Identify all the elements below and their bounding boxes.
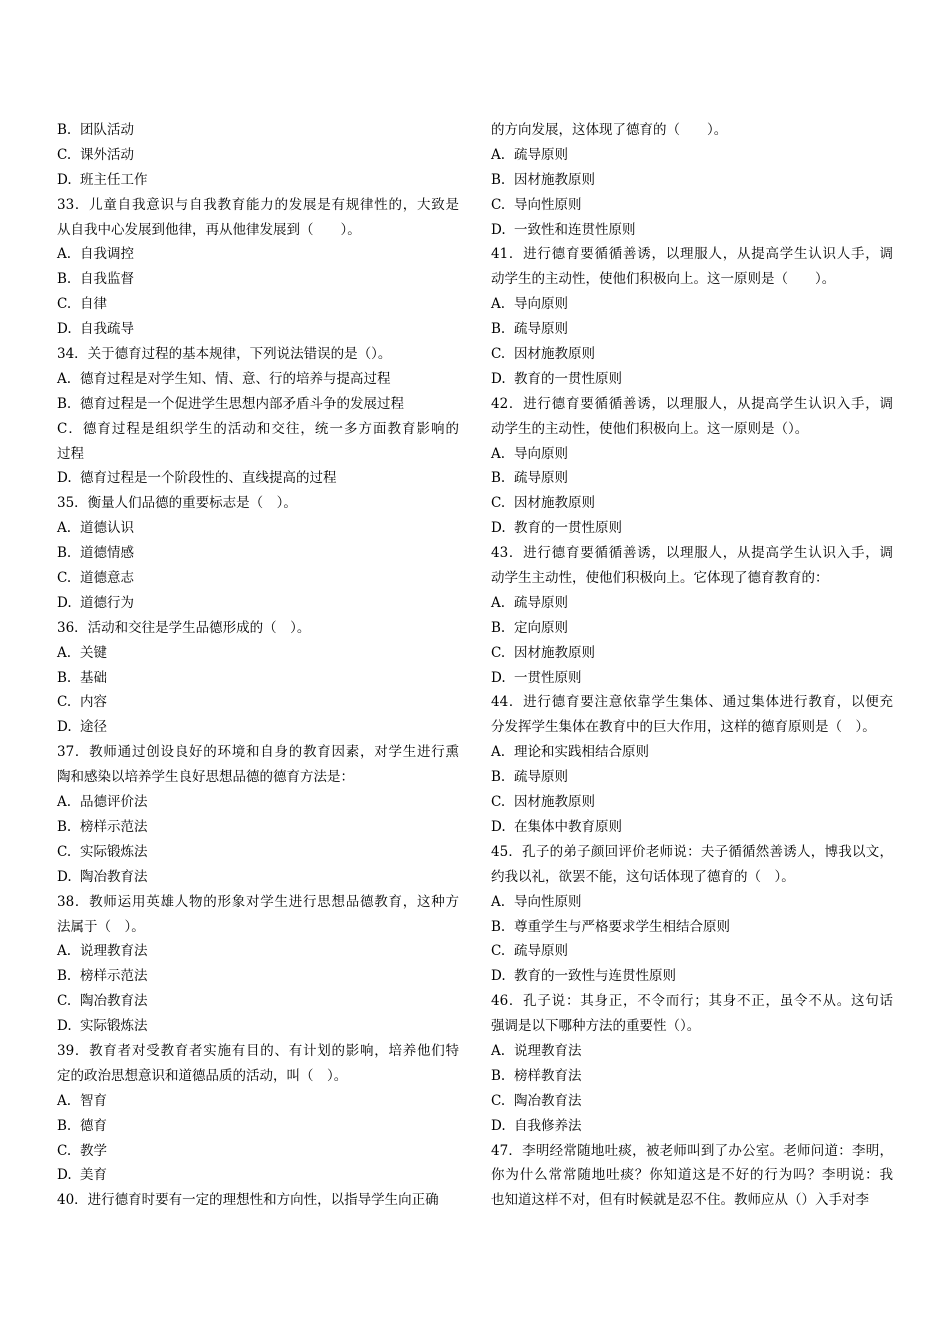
option-line — [57, 964, 459, 989]
question-line: 动学生的主动性，使他们积极向上。这一原则是（）。 — [491, 420, 809, 437]
question-stem — [57, 1039, 459, 1089]
option-letter: D. — [57, 1018, 72, 1035]
option-line — [57, 989, 459, 1014]
option-text: 教育的一贯性原则 — [514, 520, 622, 537]
option-line — [491, 516, 893, 541]
option-line — [57, 367, 459, 392]
option-letter: C. — [491, 196, 506, 213]
option-text: 美育 — [80, 1167, 107, 1184]
option-letter: D. — [57, 719, 72, 736]
question-line: 47．李明经常随地吐痰，被老师叫到了办公室。老师问道：李明， — [491, 1142, 893, 1159]
option-letter: A. — [491, 296, 506, 313]
option-text: 陶冶教育法 — [514, 1092, 582, 1109]
option-line — [57, 1139, 459, 1164]
option-letter: D. — [491, 968, 506, 985]
option-letter: A. — [491, 445, 506, 462]
right-column — [491, 118, 893, 1213]
option-line — [491, 939, 893, 964]
option-text: 一致性和连贯性原则 — [514, 221, 636, 238]
question-stem — [491, 392, 893, 442]
option-letter: B. — [491, 918, 506, 935]
option-text: 尊重学生与严格要求学生相结合原则 — [514, 918, 730, 935]
option-line — [57, 118, 459, 143]
option-line — [57, 143, 459, 168]
option-letter: A. — [491, 146, 506, 163]
option-letter: D. — [491, 221, 506, 238]
option-letter: C. — [57, 843, 72, 860]
option-line — [57, 690, 459, 715]
option-line — [57, 1089, 459, 1114]
option-line — [57, 466, 459, 491]
option-text: 班主任工作 — [80, 171, 148, 188]
option-text: 团队活动 — [80, 122, 134, 138]
option-line — [491, 466, 893, 491]
option-text: 因材施教原则 — [514, 794, 595, 811]
option-line — [57, 1114, 459, 1139]
option-line — [57, 292, 459, 317]
option-line — [491, 964, 893, 989]
option-text: 因材施教原则 — [514, 346, 595, 363]
question-line: 43．进行德育要循循善诱，以理服人，从提高学生认识入手，调 — [491, 545, 893, 562]
option-text: 导向性原则 — [514, 893, 582, 910]
question-line: 35．衡量人们品德的重要标志是（ ）。 — [57, 495, 297, 512]
option-line — [57, 242, 459, 267]
option-line — [491, 317, 893, 342]
option-line — [491, 641, 893, 666]
option-line — [57, 939, 459, 964]
option-letter: C. — [491, 943, 506, 960]
option-line — [491, 367, 893, 392]
option-letter: D. — [491, 1117, 506, 1134]
question-line: 动学生主动性，使他们积极向上。它体现了德育教育的： — [491, 570, 829, 587]
option-letter: B. — [57, 545, 72, 562]
option-text: 陶冶教育法 — [80, 993, 148, 1010]
option-letter: B. — [491, 769, 506, 786]
option-letter: A. — [57, 644, 72, 661]
option-text: 德育过程是一个促进学生思想内部矛盾斗争的发展过程 — [80, 395, 404, 412]
option-letter: C. — [57, 993, 72, 1010]
option-text: 教学 — [80, 1142, 107, 1159]
option-letter: A. — [57, 246, 72, 263]
option-letter: A. — [57, 1092, 72, 1109]
option-line — [57, 1163, 459, 1188]
question-stem — [57, 616, 459, 641]
option-letter: B. — [57, 818, 72, 835]
option-letter: A. — [491, 594, 506, 611]
question-stem — [57, 417, 459, 467]
option-text: 导向性原则 — [514, 196, 582, 213]
option-line — [57, 317, 459, 342]
option-line — [491, 591, 893, 616]
question-line: 44．进行德育要注意依靠学生集体、通过集体进行教育，以便充 — [491, 694, 893, 711]
question-line: 33．儿童自我意识与自我教育能力的发展是有规律性的，大致是 — [57, 196, 459, 213]
option-line — [491, 292, 893, 317]
question-stem — [57, 1188, 459, 1213]
option-line — [57, 715, 459, 740]
option-letter: A. — [57, 794, 72, 811]
question-line: 约我以礼，欲罢不能，这句话体现了德育的（ ）。 — [491, 868, 795, 885]
option-line — [57, 566, 459, 591]
option-line — [491, 815, 893, 840]
option-text: 因材施教原则 — [514, 495, 595, 512]
option-line — [491, 616, 893, 641]
question-stem — [57, 342, 459, 367]
option-text: 自我调控 — [80, 246, 134, 263]
option-text: 一贯性原则 — [514, 669, 582, 686]
option-text: 自我监督 — [80, 271, 134, 288]
option-letter: A. — [491, 744, 506, 761]
option-text: 实际锻炼法 — [80, 1018, 148, 1035]
option-line — [57, 168, 459, 193]
question-line: 37．教师通过创设良好的环境和自身的教育因素，对学生进行熏 — [57, 744, 459, 761]
question-line: 46．孔子说：其身正，不令而行；其身不正，虽令不从。这句话 — [491, 993, 893, 1010]
option-letter: C. — [57, 1142, 72, 1159]
option-text: 基础 — [80, 669, 107, 686]
option-letter: B. — [491, 1067, 506, 1084]
option-letter: D. — [57, 470, 72, 487]
option-line — [491, 890, 893, 915]
question-line: C．德育过程是组织学生的活动和交往，统一多方面教育影响的 — [57, 420, 459, 437]
option-line — [57, 815, 459, 840]
option-letter: B. — [57, 271, 72, 288]
question-line: 39．教育者对受教育者实施有目的、有计划的影响，培养他们特 — [57, 1042, 459, 1059]
question-line: 分发挥学生集体在教育中的巨大作用，这样的德育原则是（ ）。 — [491, 719, 876, 736]
question-stem — [57, 491, 459, 516]
option-line — [57, 641, 459, 666]
option-text: 导向原则 — [514, 445, 568, 462]
option-letter: D. — [57, 171, 72, 188]
option-line — [57, 516, 459, 541]
option-text: 智育 — [80, 1092, 107, 1109]
option-text: 疏导原则 — [514, 146, 568, 163]
option-letter: B. — [57, 1117, 72, 1134]
option-text: 道德情感 — [80, 545, 134, 562]
question-line: 动学生的主动性，使他们积极向上。这一原则是（ ）。 — [491, 271, 836, 288]
option-letter: B. — [491, 321, 506, 338]
option-line — [491, 193, 893, 218]
option-text: 说理教育法 — [80, 943, 148, 960]
option-text: 德育过程是一个阶段性的、直线提高的过程 — [80, 470, 337, 487]
question-line: 从自我中心发展到他律，再从他律发展到（ ）。 — [57, 221, 361, 238]
question-line: 法属于（ ）。 — [57, 918, 145, 935]
option-letter: D. — [57, 321, 72, 338]
option-line — [491, 218, 893, 243]
option-line — [57, 666, 459, 691]
question-stem — [491, 242, 893, 292]
option-letter: B. — [491, 171, 506, 188]
option-letter: D. — [491, 818, 506, 835]
option-line — [57, 591, 459, 616]
option-letter: B. — [57, 669, 72, 686]
option-text: 榜样示范法 — [80, 818, 148, 835]
option-line — [491, 666, 893, 691]
option-line — [57, 541, 459, 566]
question-stem — [57, 193, 459, 243]
option-letter: C. — [491, 346, 506, 363]
question-stem — [491, 118, 893, 143]
question-line: 42．进行德育要循循善诱，以理服人，从提高学生认识入手，调 — [491, 395, 893, 412]
option-line — [491, 1089, 893, 1114]
option-text: 在集体中教育原则 — [514, 818, 622, 835]
option-text: 德育过程是对学生知、情、意、行的培养与提高过程 — [80, 370, 391, 387]
question-stem — [491, 840, 893, 890]
option-letter: B. — [491, 470, 506, 487]
option-text: 品德评价法 — [80, 794, 148, 811]
option-line — [491, 491, 893, 516]
option-letter: C. — [491, 1092, 506, 1109]
question-stem — [57, 890, 459, 940]
option-text: 自律 — [80, 296, 107, 313]
question-line: 41．进行德育要循循善诱，以理服人，从提高学生认识人手，调 — [491, 246, 893, 263]
question-stem — [491, 1139, 893, 1214]
option-text: 道德认识 — [80, 520, 134, 537]
option-text: 榜样教育法 — [514, 1067, 582, 1084]
option-letter: C. — [491, 495, 506, 512]
option-line — [491, 143, 893, 168]
option-text: 途径 — [80, 719, 107, 736]
option-text: 疏导原则 — [514, 769, 568, 786]
option-text: 内容 — [80, 694, 107, 711]
question-stem — [57, 740, 459, 790]
left-column — [57, 118, 459, 1213]
option-letter: B. — [491, 619, 506, 636]
option-letter: A. — [57, 943, 72, 960]
option-text: 定向原则 — [514, 619, 568, 636]
option-letter: D. — [491, 520, 506, 537]
question-stem — [491, 541, 893, 591]
question-line: 40．进行德育时要有一定的理想性和方向性，以指导学生向正确 — [57, 1192, 439, 1209]
option-text: 道德意志 — [80, 570, 134, 587]
option-text: 理论和实践相结合原则 — [514, 744, 649, 761]
option-letter: B. — [57, 968, 72, 985]
option-letter: D. — [57, 594, 72, 611]
option-line — [491, 1064, 893, 1089]
option-line — [57, 865, 459, 890]
option-text: 说理教育法 — [514, 1042, 582, 1059]
option-letter: B. — [57, 395, 72, 412]
question-line: 38．教师运用英雄人物的形象对学生进行思想品德教育，这种方 — [57, 893, 459, 910]
option-text: 陶冶教育法 — [80, 868, 148, 885]
option-letter: D. — [57, 1167, 72, 1184]
option-letter: C. — [57, 694, 72, 711]
question-line: 36．活动和交往是学生品德形成的（ ）。 — [57, 619, 311, 636]
option-line — [491, 342, 893, 367]
option-text: 疏导原则 — [514, 321, 568, 338]
option-letter: C. — [57, 296, 72, 313]
option-letter: A. — [57, 520, 72, 537]
option-letter: D. — [491, 669, 506, 686]
option-text: 因材施教原则 — [514, 171, 595, 188]
question-line: 45．孔子的弟子颜回评价老师说：夫子循循然善诱人，博我以文， — [491, 843, 893, 860]
option-letter: C. — [57, 146, 72, 163]
question-stem — [491, 989, 893, 1039]
option-line — [491, 1039, 893, 1064]
option-line — [491, 1114, 893, 1139]
option-line — [491, 915, 893, 940]
option-letter: C. — [57, 570, 72, 587]
question-stem — [491, 690, 893, 740]
option-letter: A. — [491, 1042, 506, 1059]
option-line — [491, 790, 893, 815]
question-line: 34．关于德育过程的基本规律，下列说法错误的是（）。 — [57, 346, 392, 363]
option-text: 导向原则 — [514, 296, 568, 313]
option-text: 教育的一致性与连贯性原则 — [514, 968, 676, 985]
option-line — [491, 168, 893, 193]
option-letter: A. — [491, 893, 506, 910]
option-text: 榜样示范法 — [80, 968, 148, 985]
option-text: 疏导原则 — [514, 943, 568, 960]
question-line: 定的政治思想意识和道德品质的活动，叫（ ）。 — [57, 1067, 348, 1084]
option-letter: C. — [491, 644, 506, 661]
question-line: 过程 — [57, 445, 84, 462]
option-text: 教育的一贯性原则 — [514, 370, 622, 387]
option-line — [57, 840, 459, 865]
option-text: 自我修养法 — [514, 1117, 582, 1134]
question-line: 也知道这样不对，但有时候就是忍不住。教师应从（）入手对李 — [491, 1192, 869, 1209]
option-letter: D. — [491, 370, 506, 387]
option-line — [491, 740, 893, 765]
option-letter: A. — [57, 370, 72, 387]
option-letter: C. — [491, 794, 506, 811]
option-text: 关键 — [80, 644, 107, 661]
question-line: 陶和感染以培养学生良好思想品德的德育方法是： — [57, 769, 354, 786]
option-line — [57, 790, 459, 815]
option-text: 疏导原则 — [514, 594, 568, 611]
option-line — [491, 442, 893, 467]
option-line — [57, 1014, 459, 1039]
option-text: 因材施教原则 — [514, 644, 595, 661]
question-line: 的方向发展，这体现了德育的（ ）。 — [491, 122, 728, 138]
option-line — [57, 267, 459, 292]
option-text: 道德行为 — [80, 594, 134, 611]
option-text: 课外活动 — [80, 146, 134, 163]
option-text: 自我疏导 — [80, 321, 134, 338]
option-text: 德育 — [80, 1117, 107, 1134]
option-text: 疏导原则 — [514, 470, 568, 487]
question-line: 强调是以下哪种方法的重要性（）。 — [491, 1018, 701, 1035]
question-line: 你为什么常常随地吐痰？你知道这是不好的行为吗？李明说：我 — [491, 1167, 893, 1184]
option-line — [491, 765, 893, 790]
option-line — [57, 392, 459, 417]
option-letter: B. — [57, 122, 72, 138]
option-text: 实际锻炼法 — [80, 843, 148, 860]
option-letter: D. — [57, 868, 72, 885]
